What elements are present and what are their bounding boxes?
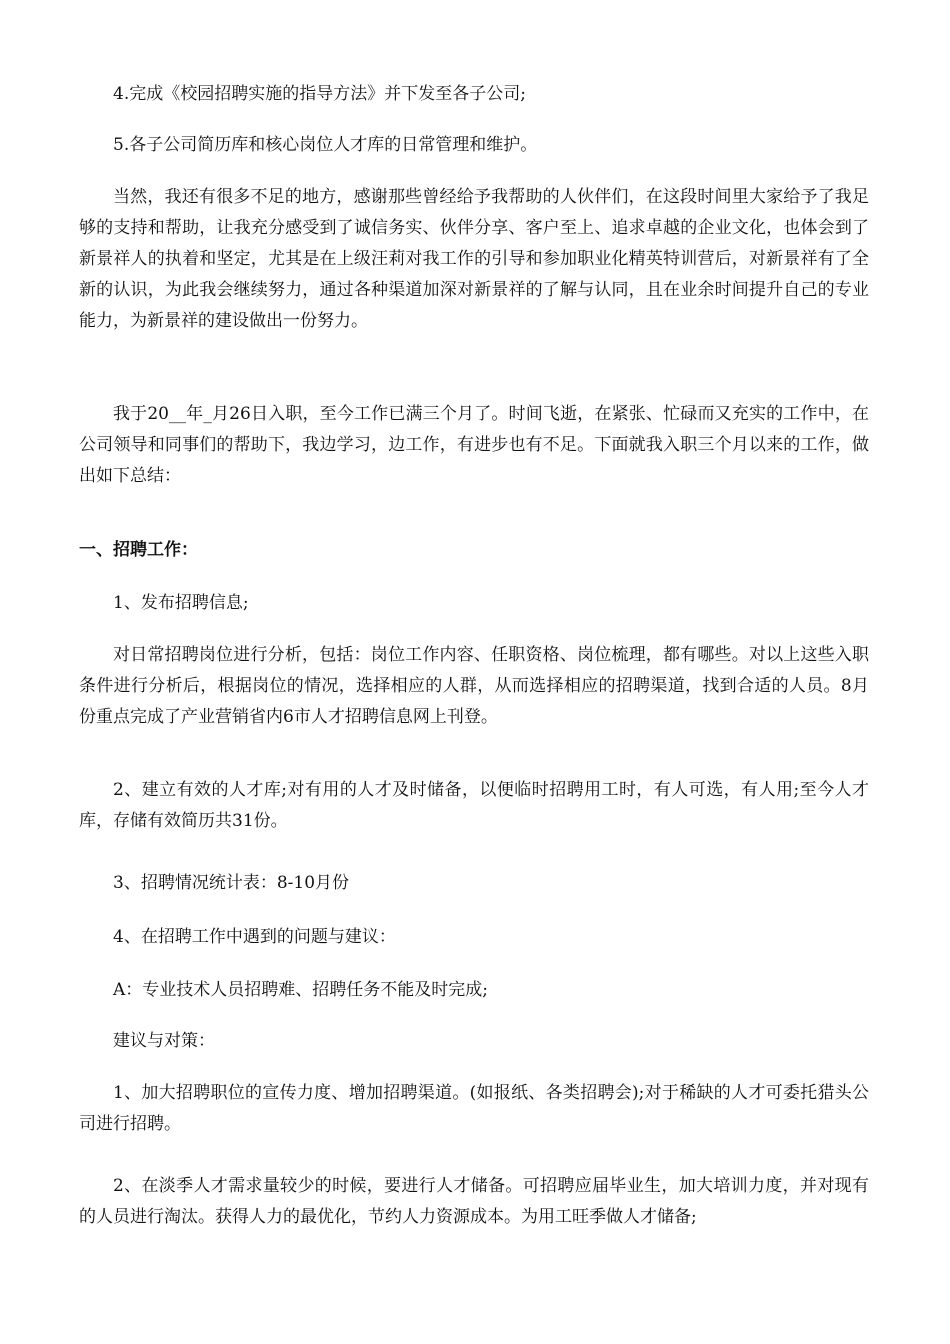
paragraph-problem-a: A：专业技术人员招聘难、招聘任务不能及时完成;: [113, 980, 489, 1000]
paragraph-suggestions: 建议与对策：: [113, 1031, 215, 1051]
paragraph-talent-pool: 2、建立有效的人才库;对有用的人才及时储备，以便临时招聘用工时，有人可选，有人用;至今人才库，存储有效简历共31份。: [79, 780, 869, 831]
paragraph-acknowledgement: 当然，我还有很多不足的地方，感谢那些曾经给予我帮助的人伙伴们，在这段时间里大家给予了我足够的支持和帮助，让我充分感受到了诚信务实、伙伴分享、客户至上、追求卓越的企业文化，也体会到了新景祥人的执着和坚定，尤其是在上级汪莉对我工作的引导和参加职业化精英特训营后，对新景祥有了全新的认识，为此我会继续努力，通过各种渠道加深对新景祥的了解与认同，且在业余时间提升自己的专业能力，为新景祥的建设做出一份努力。: [79, 187, 869, 331]
paragraph-job-analysis: 对日常招聘岗位进行分析，包括：岗位工作内容、任职资格、岗位梳理，都有哪些。对以上这些入职条件进行分析后，根据岗位的情况，选择相应的人群，从而选择相应的招聘渠道，找到合适的人员。8月份重点完成了产业营销省内6市人才招聘信息网上刊登。: [79, 645, 869, 727]
paragraph-problems: 4、在招聘工作中遇到的问题与建议：: [113, 927, 396, 947]
paragraph-suggestion-2: 2、在淡季人才需求量较少的时候，要进行人才储备。可招聘应届毕业生，加大培训力度，并对现有的人员进行淘汰。获得人力的最优化，节约人力资源成本。为用工旺季做人才储备;: [79, 1176, 869, 1227]
paragraph-item-5: 5.各子公司简历库和核心岗位人才库的日常管理和维护。: [113, 135, 538, 155]
subheading-publish-info: 1、发布招聘信息;: [113, 593, 249, 613]
paragraph-suggestion-1: 1、加大招聘职位的宣传力度、增加招聘渠道。(如报纸、各类招聘会);对于稀缺的人才可委托猎头公司进行招聘。: [79, 1083, 869, 1134]
paragraph-intro-summary: 我于20__年_月26日入职，至今工作已满三个月了。时间飞逝，在紧张、忙碌而又充实的工作中，在公司领导和同事们的帮助下，我边学习，边工作，有进步也有不足。下面就我入职三个月以来的工作，做出如下总结：: [79, 404, 869, 486]
paragraph-item-4: 4.完成《校园招聘实施的指导方法》并下发至各子公司;: [113, 84, 526, 104]
paragraph-statistics: 3、招聘情况统计表：8-10月份: [113, 873, 350, 893]
section-heading-recruitment: 一、招聘工作：: [79, 540, 198, 560]
